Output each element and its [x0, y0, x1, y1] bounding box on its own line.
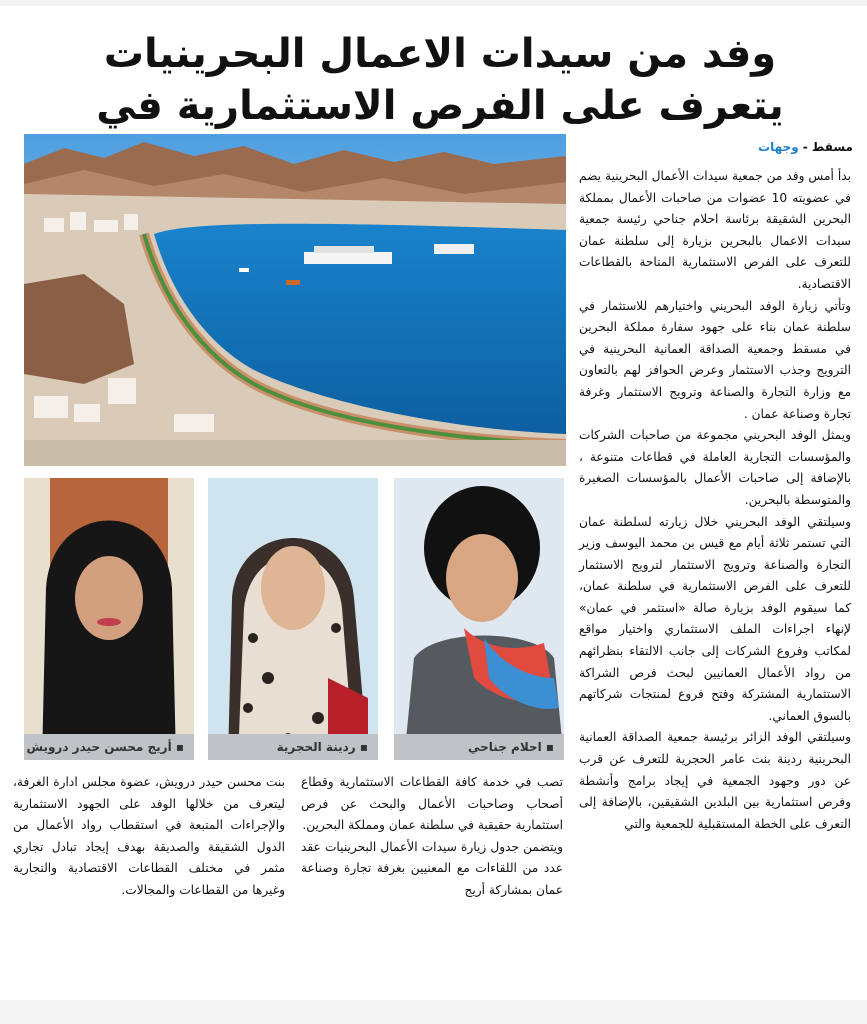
caption-portrait-1: ▪ احلام جناحي [394, 734, 564, 760]
portrait-figure-3 [24, 478, 194, 760]
paragraph: ويمثل الوفد البحريني مجموعة من صاحبات الشركات والمؤسسات التجارية العاملة في قطاعات متنوعة ، بالإضافة إلى صاحبات الأعمال بالمؤسسات الصغيرة والمتوسطة بالبحرين. [579, 428, 851, 507]
paragraph: وسيلتقي الوفد البحريني خلال زيارته لسلطنة عمان التي تستمر ثلاثة أيام مع قيس بن محمد اليوسف وزير التجارة والصناعة وترويج الاستثمار لترويج الاستثمار للتعرف على الفرص الاستثمارية في سلطنة عمان، كما سيقوم الوفد بزيارة صالة «استثمر في عمان» لإنهاء اجراءات الملف الاستثماري واختيار مواقع لمكاتب وفروع الشركات إلى جانب الالتقاء بنظرائهم من رواد الأعمال العمانيين لبحث فرص الشراكة الاستثمارية المشتركة وفتح فروع لمنتجات شركاتهم بالسوق العماني. [579, 514, 851, 723]
dhow-boat [286, 280, 300, 285]
portrait-rudaina-alhajri [208, 478, 378, 760]
paragraph: بدأ أمس وفد من جمعية سيدات الأعمال البحرينية يضم في عضويته 10 عضوات من صاحبات الأعمال بمملكة البحرين الشقيقة برئاسة احلام جناحي رئيسة جمعية سيدات الاعمال بالبحرين بزيارة إلى سلطنة عمان للتعرف على الفرص الاستثمارية المتاحة بالقطاعات الاقتصادية. [579, 169, 852, 291]
muscat-corniche-photo [24, 134, 566, 466]
cruise-ship-1 [304, 252, 392, 264]
portrait-areej-darwish [24, 478, 194, 760]
paragraph: ويتضمن جدول زيارة سيدات الأعمال البحرينيات عقد عدد من اللقاءات مع المعنيين بغرفة تجارة وصناعة عمان بمشاركة أريج [301, 839, 563, 897]
headline-line1: وفد من سيدات الاعمال البحرينيات [103, 31, 777, 77]
paragraph: بنت محسن حيدر درويش، عضوة مجلس ادارة الغرفة، ليتعرف من خلالها الوفد على الجهود الاستثمارية والإجراءات المتبعة في استقطاب رواد الأعمال من الدول الشقيقة والصديقة بهدف إيجاد تبادل تجاري مثمر في مختلف القطاعات الاقتصادية والتجارية وغيرها من القطاعات والمجالات. [13, 775, 285, 897]
paragraph: وتأتي زيارة الوفد البحريني واختيارهم للاستثمار في سلطنة عمان بناء على جهود سفارة مملكة البحرين في مسقط وجمعية الصداقة العمانية البحرينية في الترويج وجذب الاستثمار وعرض الحوافز لهم بالتعاون مع وزارة التجارة والصناعة وترويج الاستثمار وغرفة تجارة وصناعة عمان . [579, 298, 851, 421]
portrait-ahlam-janahi [394, 478, 564, 760]
portrait-figure-1 [394, 478, 564, 760]
caption-portrait-3: ▪ أريج محسن حيدر درويش [24, 734, 194, 760]
portrait-figure-2 [208, 478, 378, 760]
headline-line2: يتعرف على الفرص الاستثمارية في [96, 83, 784, 129]
article-column-main [579, 166, 851, 835]
cruise-ship-2 [434, 244, 474, 254]
top-border [0, 0, 867, 6]
paragraph: تصب في خدمة كافة القطاعات الاستثمارية وقطاع أصحاب وصاحبات الأعمال والبحث عن فرص استثمارية حقيقية في سلطنة عمان ومملكة البحرين. [301, 775, 563, 833]
byline [753, 136, 853, 158]
byline-location: مسقط - [802, 140, 853, 154]
paragraph: وسيلتقي الوفد الزائر برئيسة جمعية الصداقة العمانية البحرينية ردينة بنت عامر الحجرية للتعرف عن قرب عن دور وجهود الجمعية في إيجاد برامج وأنشطة وفرص استثمارية بين البلدين الشقيقين، بالإضافة إلى التعرف على الخطة المستقبلية للجمعية والتي [579, 730, 851, 831]
foreground-road [24, 440, 566, 466]
caption-portrait-2: ▪ ردينة الحجرية [208, 734, 378, 760]
source-logo: وجهات [758, 140, 799, 154]
article-column-bottom-middle [301, 772, 563, 902]
small-boat [239, 268, 249, 272]
article-column-bottom-left [13, 772, 285, 902]
corniche-illustration [24, 134, 566, 466]
page-bottom-margin [0, 1000, 867, 1024]
